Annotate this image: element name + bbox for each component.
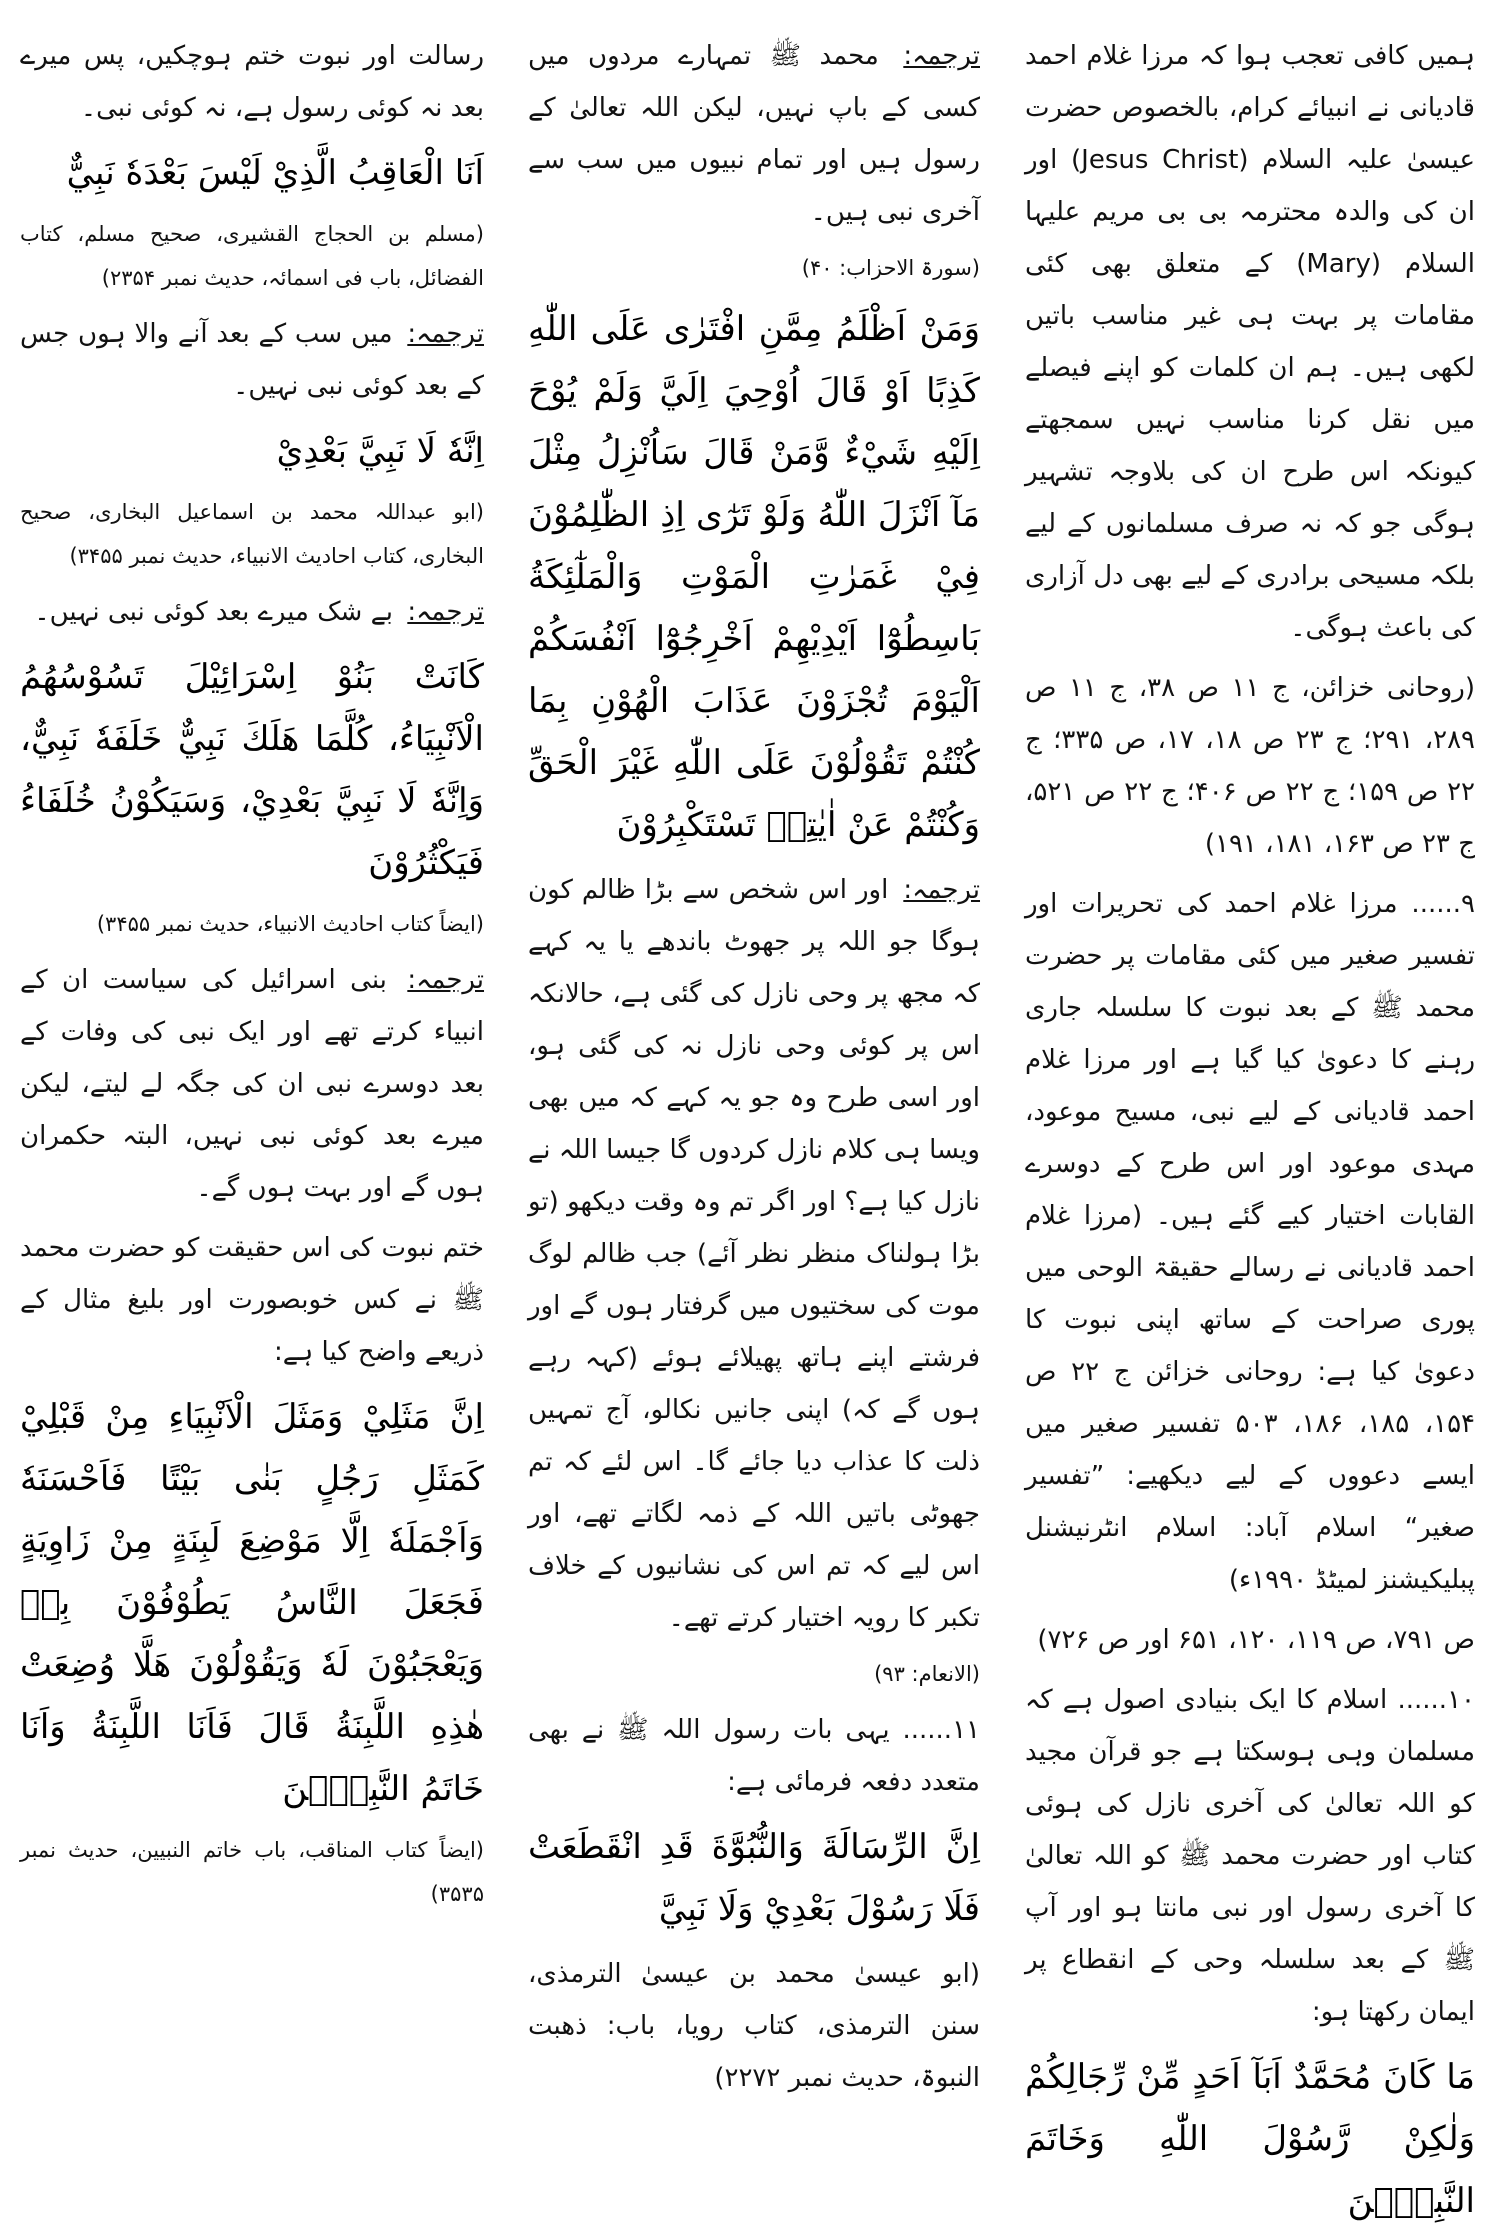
hadith-translation-2 <box>20 308 484 412</box>
hadith-reference-4: (ایضاً کتاب احادیث الانبیاء، حدیث نمبر ۳۴۵۵) <box>96 912 484 936</box>
hadith-arabic-5: اِنَّ مَثَلِيْ وَمَثَلَ الْاَنْبِيَاءِ مِنْ قَبْلِيْ كَمَثَلِ رَجُلٍ بَنٰى بَيْتًا فَاَحْسَنَهٗ وَاَجْمَلَهٗ اِلَّا مَوْضِعَ لَبِنَةٍ مِنْ زَاوِيَةٍ فَجَعَلَ النَّاسُ يَطُوْفُوْنَ بِهٖ وَيَعْجَبُوْنَ لَهٗ وَيَقُوْلُوْنَ هَلَّا وُضِعَتْ هٰذِهِ اللَّبِنَةُ قَالَ فَاَنَا اللَّبِنَةُ وَاَنَا خَاتَمُ النَّبِيّٖنَ <box>20 1397 484 1809</box>
hadith-reference-5: (ایضاً کتاب المناقب، باب خاتم النبیین، حدیث نمبر ۳۵۳۵) <box>20 1838 484 1906</box>
hadith-translation-2-text: میں سب کے بعد آنے والا ہوں جس کے بعد کوئی نبی نہیں۔ <box>20 319 484 401</box>
surah-reference-1: (سورۃ الاحزاب: ۴۰) <box>801 256 980 280</box>
translation-1-text: محمد ﷺ تمہارے مردوں میں کسی کے باپ نہیں، لیکن اللہ تعالیٰ کے رسول ہیں اور تمام نبیوں میں سب سے آخری نبی ہیں۔ <box>528 41 980 227</box>
hadith-translation-1: رسالت اور نبوت ختم ہوچکیں، پس میرے بعد نہ کوئی رسول ہے، نہ کوئی نبی۔ <box>20 41 484 123</box>
hadith-arabic-2: اَنَا الْعَاقِبُ الَّذِيْ لَيْسَ بَعْدَهٗ نَبِيٌّ <box>66 153 484 193</box>
translation-2 <box>528 864 980 1644</box>
translation-1 <box>528 30 980 238</box>
intro-paragraph: ہمیں کافی تعجب ہوا کہ مرزا غلام احمد قادیانی نے انبیائے کرام، بالخصوص حضرت عیسیٰ علیہ السلام (Jesus Christ) اور ان کی والدہ محترمہ بی بی مریم علیہا السلام (Mary) کے متعلق بھی کئی مقامات پر بہت ہی غیر مناسب باتیں لکھی ہیں۔ ہم ان کلمات کو اپنے فیصلے میں نقل کرنا مناسب نہیں سمجھتے کیونکہ اس طرح ان کی بلاوجہ تشہیر ہوگی جو کہ نہ صرف مسلمانوں کے لیے بلکہ مسیحی برادری کے لیے بھی دل آزاری کی باعث ہوگی۔ <box>1025 41 1475 643</box>
hadith-translation-4-text: بنی اسرائیل کی سیاست ان کے انبیاء کرتے تھے اور ایک نبی کی وفات کے بعد دوسرے نبی ان کی جگہ لے لیتے، لیکن میرے بعد کوئی نبی نہیں، البتہ حکمران ہوں گے اور بہت ہوں گے۔ <box>20 965 484 1203</box>
hadith-reference-2: (مسلم بن الحجاج القشیری، صحیح مسلم، کتاب الفضائل، باب فی اسمائہ، حدیث نمبر ۲۳۵۴) <box>20 222 484 290</box>
translation-label: ترجمہ: <box>407 965 485 995</box>
translation-label: ترجمہ: <box>903 41 980 71</box>
hadith-arabic-3: اِنَّهٗ لَا نَبِيَّ بَعْدِيْ <box>276 431 484 471</box>
point-10-arabic-verse: مَا كَانَ مُحَمَّدٌ اَبَآ اَحَدٍ مِّنْ رِّجَالِكُمْ وَلٰكِنْ رَّسُوْلَ اللّٰهِ وَخَاتَمَ النَّبِيّٖنَ <box>1025 2057 1475 2221</box>
column-middle <box>528 30 980 2180</box>
point-10-paragraph: ۱۰...... اسلام کا ایک بنیادی اصول ہے کہ مسلمان وہی ہوسکتا ہے جو قرآن مجید کو اللہ تعالیٰ کی آخری نازل کی ہوئی کتاب اور حضرت محمد ﷺ کو اللہ تعالیٰ کا آخری رسول اور نبی مانتا ہو اور آپ ﷺ کے بعد سلسلہ وحی کے انقطاع پر ایمان رکھتا ہو: <box>1025 1685 1475 2027</box>
translation-label: ترجمہ: <box>407 319 484 349</box>
column-right <box>1025 30 1476 2221</box>
translation-2-text: اور اس شخص سے بڑا ظالم کون ہوگا جو اللہ پر جھوٹ باندھے یا یہ کہے کہ مجھ پر وحی نازل کی گئی ہے، حالانکہ اس پر کوئی وحی نازل نہ کی گئی ہو، اور اسی طرح وہ جو یہ کہے کہ میں بھی ویسا ہی کلام نازل کردوں گا جیسا اللہ نے نازل کیا ہے؟ اور اگر تم وہ وقت دیکھو (تو بڑا ہولناک منظر نظر آئے) جب ظالم لوگ موت کی سختیوں میں گرفتار ہوں گے اور فرشتے اپنے ہاتھ پھیلائے ہوئے (کہہ رہے ہوں گے کہ) اپنی جانیں نکالو، آج تمہیں ذلت کا عذاب دیا جائے گا۔ اس لئے کہ تم جھوٹی باتیں اللہ کے ذمہ لگاتے تھے، اور اس لیے کہ تم اس کی نشانیوں کے خلاف تکبر کا رویہ اختیار کرتے تھے۔ <box>528 875 980 1633</box>
arabic-verse-anam: وَمَنْ اَظْلَمُ مِمَّنِ افْتَرٰى عَلَى اللّٰهِ كَذِبًا اَوْ قَالَ اُوْحِيَ اِلَيَّ وَلَمْ يُوْحَ اِلَيْهِ شَيْءٌ وَّمَنْ قَالَ سَاُنْزِلُ مِثْلَ مَآ اَنْزَلَ اللّٰهُ وَلَوْ تَرٰٓى اِذِ الظّٰلِمُوْنَ فِيْ غَمَرٰتِ الْمَوْتِ وَالْمَلٰٓئِكَةُ بَاسِطُوْٓا اَيْدِيْهِمْ اَخْرِجُوْٓا اَنْفُسَكُمْ اَلْيَوْمَ تُجْزَوْنَ عَذَابَ الْهُوْنِ بِمَا كُنْتُمْ تَقُوْلُوْنَ عَلَى اللّٰهِ غَيْرَ الْحَقِّ وَكُنْتُمْ عَنْ اٰيٰتِهٖ تَسْتَكْبِرُوْنَ <box>528 309 980 845</box>
point-11-arabic-hadith: اِنَّ الرِّسَالَةَ وَالنُّبُوَّةَ قَدِ انْقَطَعَتْ فَلَا رَسُوْلَ بَعْدِيْ وَلَا نَبِيَّ <box>528 1827 980 1929</box>
hadith-translation-4 <box>20 954 484 1214</box>
column-left <box>20 30 484 2180</box>
intro-reference: (روحانی خزائن، ج ۱۱ ص ۳۸، ج ۱۱ ص ۲۸۹، ۲۹۱؛ ج ۲۳ ص ۱۸، ۱۷، ص ۳۳۵؛ ج ۲۲ ص ۱۵۹؛ ج ۲۲ ص ۴۰۶؛ ج ۲۲ ص ۵۲۱، ج ۲۳ ص ۱۶۳، ۱۸۱، ۱۹۱) <box>1025 673 1476 859</box>
hadith-translation-3-text: بے شک میرے بعد کوئی نبی نہیں۔ <box>34 597 394 627</box>
point-9-reference: ص ۷۹۱، ص ۱۱۹، ۱۲۰، ۶۵۱ اور ص ۷۲۶) <box>1037 1625 1475 1655</box>
khatm-nabuwwat-paragraph: ختم نبوت کی اس حقیقت کو حضرت محمد ﷺ نے کس خوبصورت اور بلیغ مثال کے ذریعے واضح کیا ہے: <box>20 1233 484 1367</box>
translation-label: ترجمہ: <box>407 597 484 627</box>
point-9-paragraph: ۹...... مرزا غلام احمد کی تحریرات اور تفسیر صغیر میں کئی مقامات پر حضرت محمد ﷺ کے بعد نبوت کا سلسلہ جاری رہنے کا دعویٰ کیا گیا ہے اور مرزا غلام احمد قادیانی کے لیے نبی، مسیح موعود، مہدی موعود اور اس طرح کے دوسرے القابات اختیار کیے گئے ہیں۔ (مرزا غلام احمد قادیانی نے رسالے حقیقۃ الوحی میں پوری صراحت کے ساتھ اپنی نبوت کا دعویٰ کیا ہے: روحانی خزائن ج ۲۲ ص ۱۵۴، ۱۸۵، ۱۸۶، ۵۰۳ تفسیر صغیر میں ایسے دعووں کے لیے دیکھیے: ”تفسیر صغیر“ اسلام آباد: اسلام انٹرنیشنل پبلیکیشنز لمیٹڈ ۱۹۹۰ء) <box>1025 889 1476 1595</box>
hadith-arabic-4: كَانَتْ بَنُوْ اِسْرَائِيْلَ تَسُوْسُهُمُ الْاَنْبِيَاءُ، كُلَّمَا هَلَكَ نَبِيٌّ خَلَفَهٗ نَبِيٌّ، وَاِنَّهٗ لَا نَبِيَّ بَعْدِيْ، وَسَيَكُوْنُ خُلَفَاءُ فَيَكْثُرُوْنَ <box>20 657 484 883</box>
translation-label: ترجمہ: <box>903 875 981 905</box>
point-11-paragraph: ۱۱...... یہی بات رسول اللہ ﷺ نے بھی متعدد دفعہ فرمائی ہے: <box>528 1715 980 1797</box>
hadith-reference-3: (ابو عبداللہ محمد بن اسماعیل البخاری، صحیح البخاری، کتاب احادیث الانبیاء، حدیث نمبر ۳۴۵۵) <box>20 500 484 568</box>
surah-reference-2: (الانعام: ۹۳) <box>874 1662 980 1686</box>
point-11-reference: (ابو عیسیٰ محمد بن عیسیٰ الترمذی، سنن الترمذی، کتاب رویا، باب: ذھبت النبوۃ، حدیث نمبر ۲۲۷۲) <box>528 1959 980 2093</box>
hadith-translation-3 <box>20 586 484 638</box>
